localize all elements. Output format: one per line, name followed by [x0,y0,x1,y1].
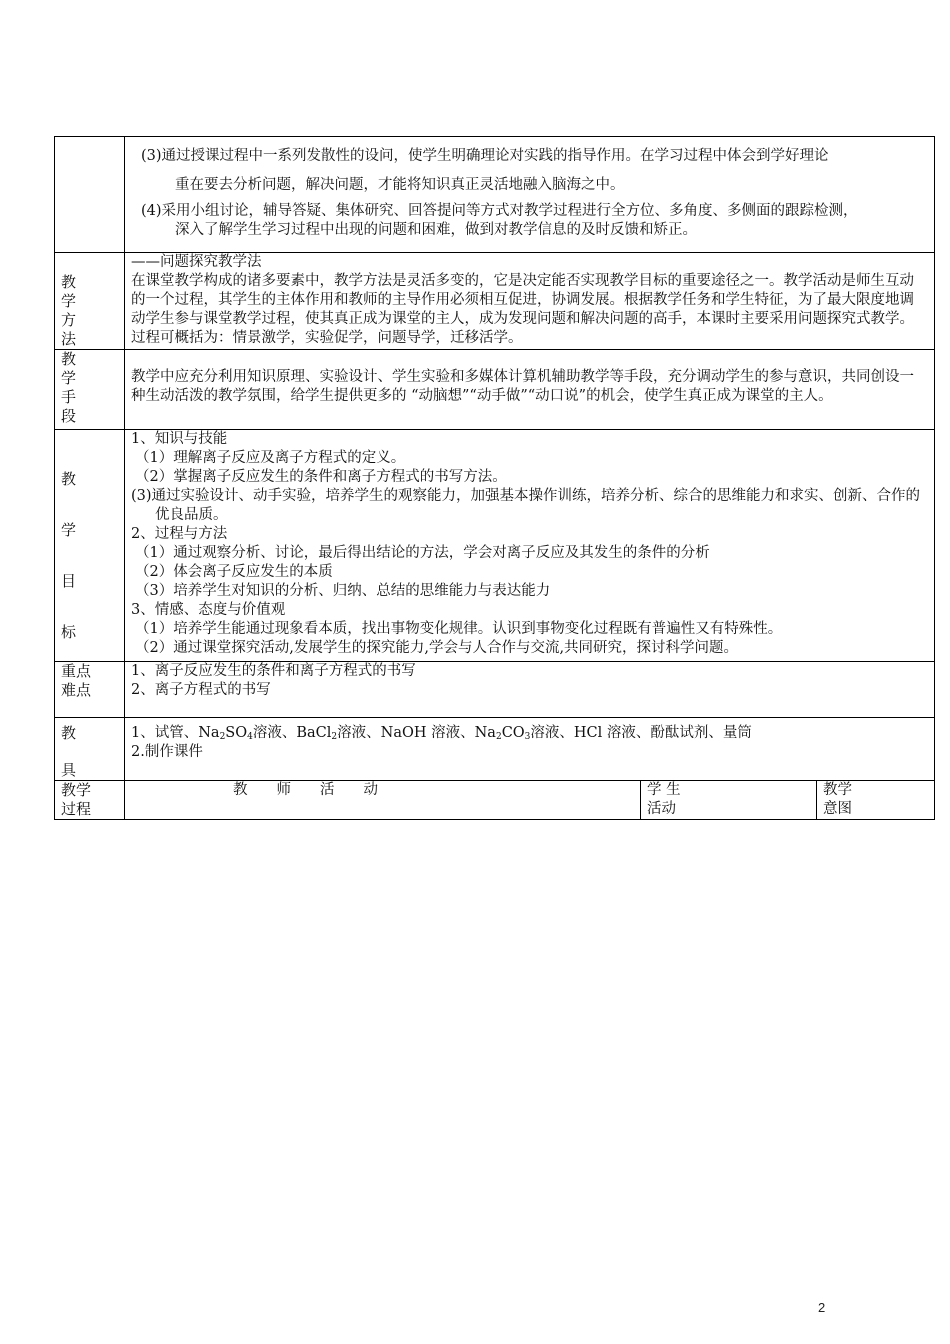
tools-text: CO [501,725,525,741]
teaching-method-body: 在课堂教学构成的诸多要素中，教学方法是灵活多变的，它是决定能否实现教学目标的重要途径之一。教学活动是师生互动的一个过程，其学生的主体作用和教师的主导作用必须相互促进，协调发展。根据教学任务和学生特征，为了最大限度地调动学生参与课堂教学过程，使其真正成为课堂的主人，成为发现问题和解决问题的高手，本课时主要采用问题探究式教学。过程可概括为：情景激学，实验促学，问题导学，迁移活学。 [131,273,914,346]
tools-text: 溶液、BaCl [252,725,332,741]
teaching-method-content [125,253,935,350]
tools-text: SO [225,725,248,741]
goal-item-3-line-2: 重在要去分析问题，解决问题，才能将知识真正灵活地融入脑海之中。 [175,177,625,193]
teaching-method-row [55,253,935,350]
goal-item-3-line-1: (3)通过授课过程中一系列发散性的设问，使学生明确理论对实践的指导作用。在学习过程中体会到学好理论 [141,148,829,164]
goals-section-1-title: 1、知识与技能 [131,431,228,447]
goals-continuation-content [125,137,935,253]
page-number: 2 [818,1300,826,1315]
goals-section-1-item: （1）理解离子反应及离子方程式的定义。 [135,450,406,466]
key-points-row [55,662,935,718]
tools-label-char: 具 [61,761,77,779]
teaching-method-label [55,253,125,350]
goals-section-2-item: （2）体会离子反应发生的本质 [135,564,333,580]
goals-label-char: 标 [61,622,77,641]
teaching-means-body: 教学中应充分利用知识原理、实验设计、学生实验和多媒体计算机辅助教学等手段，充分调动学生的参与意识，共同创设一种生动活泼的教学氛围，给学生提供更多的 “动脑想”“动手做”“动口说”的机会，使学生真正成为课堂的主人。 [131,369,914,404]
method-label-char: 法 [61,330,77,348]
process-label [55,781,125,820]
teaching-tools-label [55,718,125,781]
teaching-tools-content [125,718,935,781]
lesson-plan-table [54,136,935,820]
teaching-means-label [55,350,125,430]
teaching-intent-line: 意图 [823,801,852,817]
means-label-char: 学 [61,369,77,387]
student-activity-line: 学 生 [647,782,681,798]
goals-continuation-label-cell [55,137,125,253]
method-label-char: 教 [61,273,77,291]
goal-item-4-line-2: 深入了解学生学习过程中出现的问题和困难，做到对教学信息的及时反馈和矫正。 [175,222,697,238]
teaching-intent-line: 教学 [823,782,852,798]
teaching-method-heading: ——问题探究教学法 [131,254,262,270]
method-label-char: 方 [61,311,77,329]
goal-item-4-line-1: (4)采用小组讨论，辅导答疑、集体研究、回答提问等方式对教学过程进行全方位、多角度、多侧面的跟踪检测， [141,203,858,219]
student-activity-line: 活动 [647,801,676,817]
subscript: 3 [524,732,531,742]
teaching-goals-content [125,430,935,662]
goals-section-1-item: （2）掌握离子反应发生的条件和离子方程式的书写方法。 [135,469,507,485]
goals-section-3-item: （1）培养学生能通过现象看本质，找出事物变化规律。认识到事物变化过程既有普遍性又有特殊性。 [135,621,783,637]
key-points-label-line: 难点 [61,681,92,699]
tools-text: 溶液、NaOH 溶液、Na [337,725,496,741]
key-point-item: 1、离子反应发生的条件和离子方程式的书写 [131,663,416,679]
teaching-goals-row [55,430,935,662]
tools-text: 溶液、HCl 溶液、酚酞试剂、量筒 [530,725,752,741]
teaching-intent-header [817,781,935,820]
teaching-means-content [125,350,935,430]
means-label-char: 手 [61,388,77,406]
means-label-char: 教 [61,350,77,368]
goals-section-2-item: （3）培养学生对知识的分析、归纳、总结的思维能力与表达能力 [135,583,551,599]
tools-label-char: 教 [61,724,77,742]
goals-section-3-item: （2）通过课堂探究活动,发展学生的探究能力,学会与人合作与交流,共同研究，探讨科学问题。 [135,640,739,656]
goals-section-2-title: 2、过程与方法 [131,526,228,542]
tools-item-2: 2.制作课件 [131,744,203,760]
tools-item-1 [131,724,928,743]
process-label-line: 过程 [61,800,92,818]
student-activity-header [641,781,817,820]
goals-label-char: 学 [61,520,77,539]
goals-label-char: 目 [61,571,77,590]
key-point-item: 2、离子方程式的书写 [131,682,271,698]
key-points-label [55,662,125,718]
goals-section-2-item: （1）通过观察分析、讨论，最后得出结论的方法，学会对离子反应及其发生的条件的分析 [135,545,710,561]
subscript: 2 [331,732,338,742]
key-points-content [125,662,935,718]
teaching-process-header-row [55,781,935,820]
tools-text: 1、试管、Na [131,725,220,741]
teaching-means-row [55,350,935,430]
means-label-char: 段 [61,407,77,425]
process-label-line: 教学 [61,781,92,799]
goals-label-char: 教 [61,469,77,488]
teacher-activity-header: 教 师 活 动 [125,781,641,820]
subscript: 4 [247,732,253,742]
subscript: 2 [495,732,502,742]
teaching-goals-label [55,430,125,662]
method-label-char: 学 [61,292,77,310]
teaching-tools-row [55,718,935,781]
subscript: 2 [219,732,226,742]
goals-section-3-title: 3、情感、态度与价值观 [131,602,286,618]
goals-continuation-row [55,137,935,253]
key-points-label-line: 重点 [61,662,92,680]
goals-section-1-item: (3)通过实验设计、动手实验，培养学生的观察能力，加强基本操作训练，培养分析、综合的思维能力和求实、创新、合作的优良品质。 [131,488,921,523]
